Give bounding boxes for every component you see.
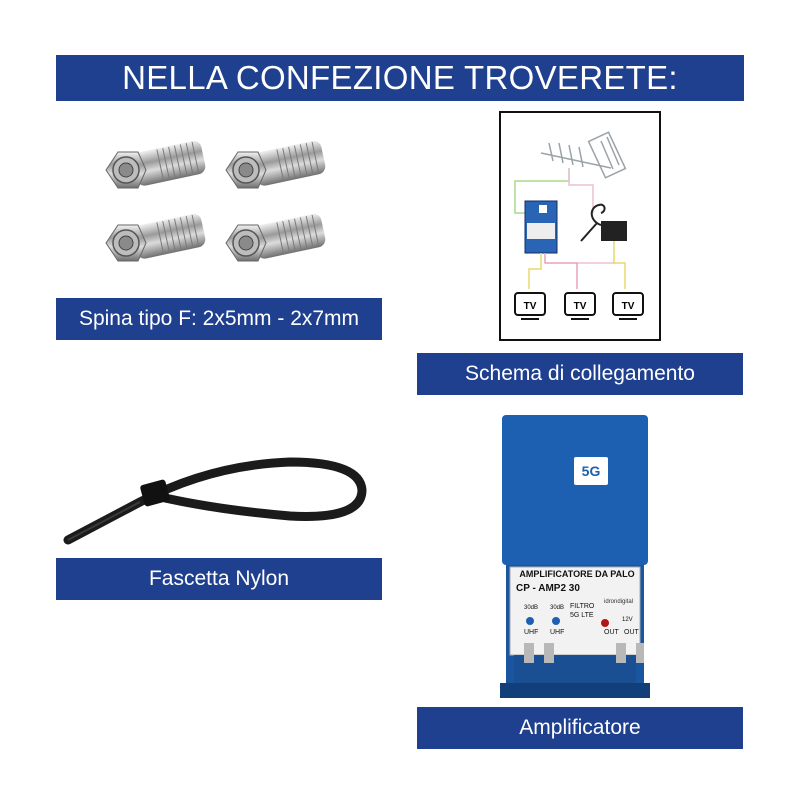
- band-label: UHF: [550, 629, 565, 636]
- tv-label: TV: [621, 301, 635, 312]
- connection-scheme-diagram: [499, 111, 661, 341]
- amplifier-image: [500, 415, 650, 698]
- amplifier-label-title: AMPLIFICATORE DA PALO: [519, 569, 635, 579]
- out-label: OUT: [624, 629, 639, 636]
- amplifier-model: CP - AMP2 30: [516, 583, 580, 594]
- tv-label: TV: [573, 301, 587, 312]
- gain-label: 30dB: [524, 605, 539, 611]
- 5g-badge: 5G: [574, 457, 608, 485]
- band-label: UHF: [524, 629, 539, 636]
- tv-label: TV: [523, 301, 537, 312]
- out-label: OUT: [604, 629, 619, 636]
- antenna-icon: [541, 132, 625, 178]
- power-supply-icon: [601, 221, 627, 241]
- scheme-drawing: [501, 113, 659, 339]
- amplifier-caption: Amplificatore: [417, 707, 743, 749]
- tv-icon: [515, 293, 545, 319]
- tv-icon: [613, 293, 643, 319]
- connectors-caption: Spina tipo F: 2x5mm - 2x7mm: [56, 298, 382, 340]
- power-label: 12V: [622, 617, 633, 623]
- tv-icon: [565, 293, 595, 319]
- gain-label: 30dB: [550, 605, 565, 611]
- filter-label: FILTRO: [570, 603, 595, 610]
- cable-tie-image: [60, 440, 380, 550]
- cable-tie-caption: Fascetta Nylon: [56, 558, 382, 600]
- scheme-caption: Schema di collegamento: [417, 353, 743, 395]
- page-title: NELLA CONFEZIONE TROVERETE:: [56, 55, 744, 101]
- filter-sub-label: 5G LTE: [570, 612, 594, 619]
- brand-logo: idrondigital: [604, 599, 634, 605]
- f-connectors-image: [95, 135, 335, 285]
